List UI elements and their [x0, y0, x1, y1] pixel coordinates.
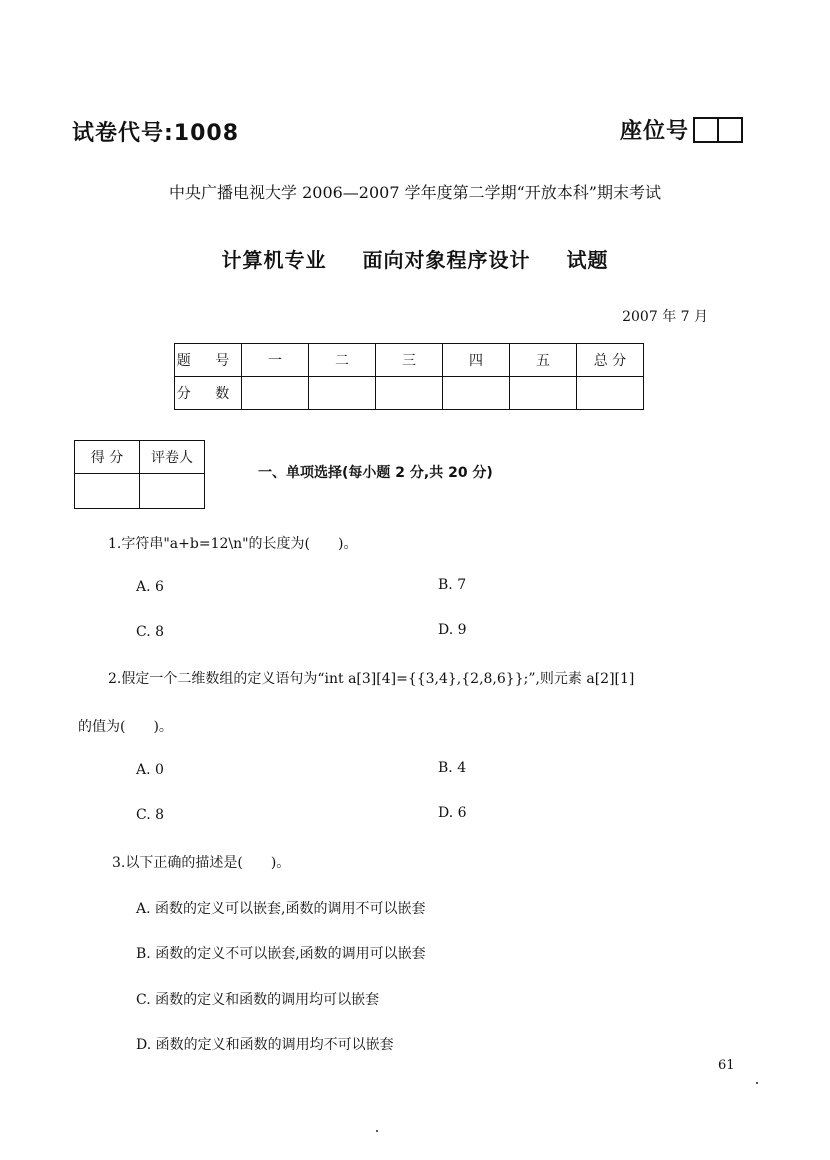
score-table-cell: 二 [309, 344, 376, 377]
answer-option[interactable]: A. 6 [136, 579, 164, 595]
score-table-cell: 总 分 [577, 344, 644, 377]
grader-table-header-row [75, 441, 205, 474]
exam-date: 2007 年 7 月 [622, 309, 708, 325]
title-course: 面向对象程序设计 [362, 248, 531, 272]
score-table-cell: 分 数 [175, 377, 242, 410]
question-text: 1.字符串"a+b=12\n"的长度为( )。 [108, 536, 358, 552]
seat-number [620, 114, 743, 145]
answer-option[interactable]: D. 9 [438, 622, 467, 638]
grader-input-cell[interactable] [75, 474, 140, 509]
score-input-cell[interactable] [242, 377, 309, 410]
exam-title [0, 244, 830, 273]
grader-input-cell[interactable] [140, 474, 205, 509]
score-input-cell[interactable] [510, 377, 577, 410]
score-input-cell[interactable] [376, 377, 443, 410]
answer-option[interactable]: B. 7 [438, 577, 467, 593]
title-major: 计算机专业 [221, 248, 327, 272]
score-table-cell: 五 [510, 344, 577, 377]
scan-speck [376, 1130, 378, 1132]
score-table-cell: 题 号 [175, 344, 242, 377]
title-kind: 试题 [566, 248, 609, 272]
question-text: 3.以下正确的描述是( )。 [112, 855, 291, 871]
answer-option[interactable]: A. 0 [136, 762, 164, 778]
answer-option[interactable]: D. 函数的定义和函数的调用均不可以嵌套 [136, 1037, 394, 1053]
scan-speck [756, 1082, 758, 1084]
university-line: 中央广播电视大学 2006—2007 学年度第二学期“开放本科”期末考试 [169, 183, 661, 202]
answer-option[interactable]: C. 函数的定义和函数的调用均可以嵌套 [136, 992, 380, 1008]
answer-option[interactable]: C. 8 [136, 624, 165, 640]
score-table-score-row [175, 377, 644, 410]
grader-table [74, 440, 205, 509]
seat-box [693, 117, 719, 143]
answer-option[interactable]: C. 8 [136, 807, 165, 823]
answer-option[interactable]: B. 函数的定义不可以嵌套,函数的调用可以嵌套 [136, 946, 426, 962]
score-table-cell: 四 [443, 344, 510, 377]
question-text: 2.假定一个二维数组的定义语句为“int a[3][4]={{3,4},{2,8,6}};”,则元素 a[2][1] [108, 671, 635, 687]
seat-label: 座位号 [620, 119, 690, 144]
score-table-header-row [175, 344, 644, 377]
question-text-continued: 的值为( )。 [78, 719, 173, 735]
grader-table-cell: 评卷人 [140, 441, 205, 474]
answer-option[interactable]: D. 6 [438, 805, 467, 821]
answer-option[interactable]: A. 函数的定义可以嵌套,函数的调用不可以嵌套 [136, 901, 426, 917]
score-table-cell: 三 [376, 344, 443, 377]
exam-code: 试卷代号:1008 [72, 121, 240, 146]
score-table-cell: 一 [242, 344, 309, 377]
grader-table-cell: 得 分 [75, 441, 140, 474]
score-input-cell[interactable] [443, 377, 510, 410]
section-title: 一、单项选择(每小题 2 分,共 20 分) [258, 465, 493, 481]
score-table [174, 343, 644, 410]
seat-box [717, 117, 743, 143]
score-input-cell[interactable] [577, 377, 644, 410]
grader-table-input-row [75, 474, 205, 509]
page-number: 61 [718, 1058, 735, 1073]
answer-option[interactable]: B. 4 [438, 760, 467, 776]
score-input-cell[interactable] [309, 377, 376, 410]
